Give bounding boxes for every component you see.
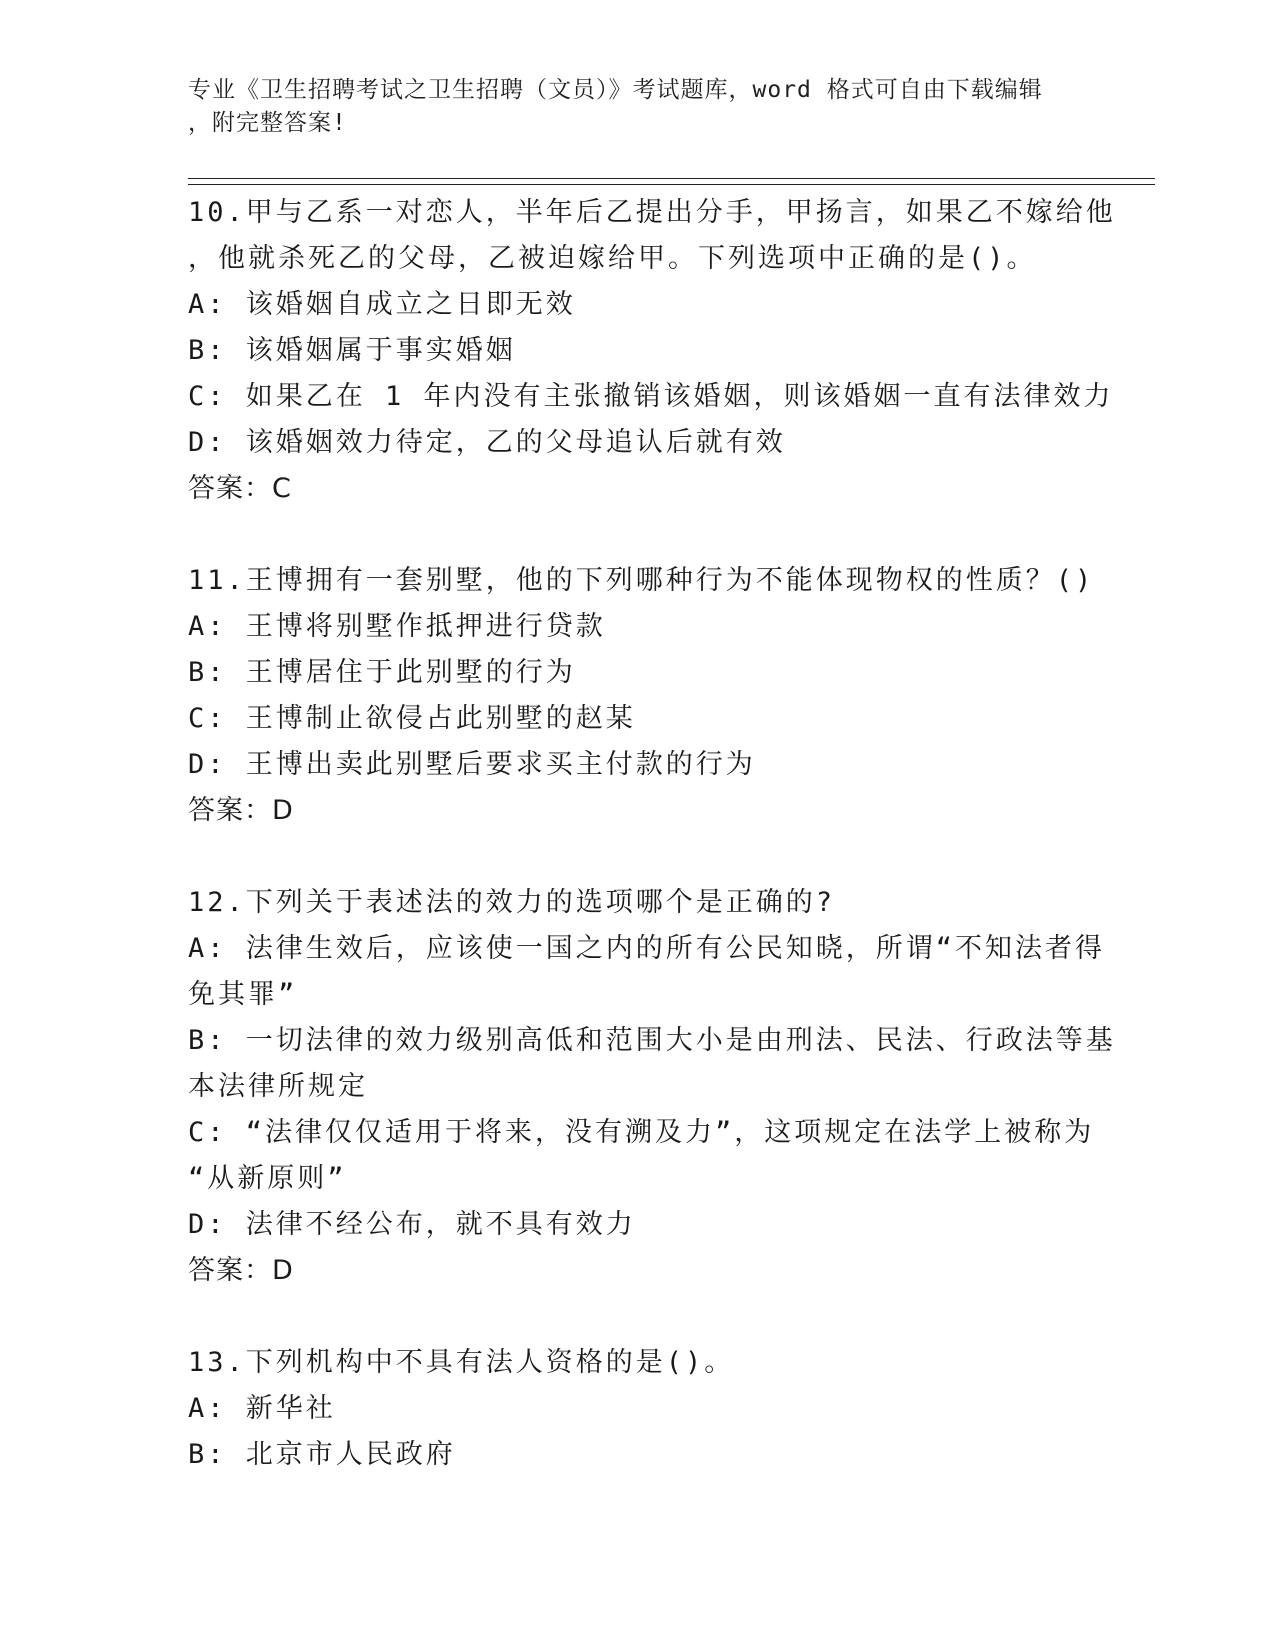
option-c: C: “法律仅仅适用于将来，没有溯及力”，这项规定在法学上被称为	[188, 1117, 1095, 1148]
option-d: D: 王博出卖此别墅后要求买主付款的行为	[188, 749, 756, 780]
answer-line: 答案：C	[188, 473, 292, 504]
header-line-1: 专业《卫生招聘考试之卫生招聘（文员）》考试题库，word 格式可自由下载编辑	[188, 77, 1043, 103]
answer-line: 答案：D	[188, 1255, 294, 1286]
question-block-10	[188, 190, 1116, 512]
question-stem: 13.下列机构中不具有法人资格的是()。	[188, 1347, 735, 1378]
option-a: A: 新华社	[188, 1393, 336, 1424]
question-block-13	[188, 1340, 1088, 1478]
header-divider-top	[188, 178, 1155, 179]
question-block-11	[188, 558, 1095, 834]
option-c: C: 如果乙在 1 年内没有主张撤销该婚姻，则该婚姻一直有法律效力	[188, 381, 1114, 412]
option-d: D: 法律不经公布，就不具有效力	[188, 1209, 636, 1240]
question-block-12	[188, 880, 1116, 1294]
option-b-continued: 本法律所规定	[188, 1071, 368, 1102]
option-a: A: 王博将别墅作抵押进行贷款	[188, 611, 606, 642]
header-divider-bottom	[188, 184, 1155, 185]
document-header	[188, 74, 1068, 140]
option-c-continued: “从新原则”	[188, 1163, 347, 1194]
option-b: B: 北京市人民政府	[188, 1439, 456, 1470]
option-a: A: 法律生效后，应该使一国之内的所有公民知晓，所谓“不知法者得	[188, 933, 1106, 964]
option-a: A: 该婚姻自成立之日即无效	[188, 289, 576, 320]
question-stem: 10.甲与乙系一对恋人，半年后乙提出分手，甲扬言，如果乙不嫁给他	[188, 197, 1116, 228]
option-a-continued: 免其罪”	[188, 979, 298, 1010]
option-b: B: 王博居住于此别墅的行为	[188, 657, 576, 688]
question-stem: ，他就杀死乙的父母，乙被迫嫁给甲。下列选项中正确的是()。	[188, 243, 1037, 274]
option-d: D: 该婚姻效力待定，乙的父母追认后就有效	[188, 427, 786, 458]
question-stem: 11.王博拥有一套别墅，他的下列哪种行为不能体现物权的性质？()	[188, 565, 1095, 596]
option-b: B: 一切法律的效力级别高低和范围大小是由刑法、民法、行政法等基	[188, 1025, 1116, 1056]
header-line-2: ，附完整答案!	[188, 110, 347, 136]
question-list	[188, 190, 1116, 1524]
option-b: B: 该婚姻属于事实婚姻	[188, 335, 516, 366]
option-c: C: 王博制止欲侵占此别墅的赵某	[188, 703, 636, 734]
question-stem: 12.下列关于表述法的效力的选项哪个是正确的?	[188, 887, 836, 918]
answer-line: 答案：D	[188, 795, 294, 826]
